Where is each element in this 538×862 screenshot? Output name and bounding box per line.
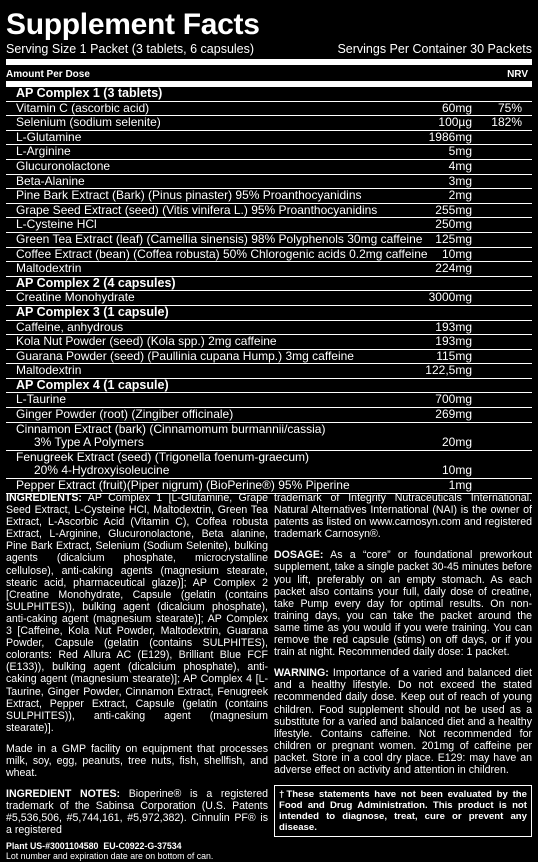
nutrient-name: Pine Bark Extract (Bark) (Pinus pinaster) 95% Proanthocyanidins	[16, 188, 362, 203]
nutrient-row	[6, 160, 532, 175]
nutrient-row	[6, 262, 532, 277]
nutrient-row	[6, 175, 532, 190]
plant-number: Plant US-#3001104580	[6, 840, 99, 851]
nutrient-name: L-Glutamine	[16, 129, 82, 144]
nutrient-name: Cinnamon Extract (bark) (Cinnamomum burmannii/cassia)	[16, 421, 326, 436]
nutrient-nrv: 75%	[497, 100, 522, 115]
section-header	[6, 306, 532, 321]
section-header	[6, 87, 532, 102]
ingredients-text: AP Complex 1 [L-Glutamine, Grape Seed Extract, L-Cysteine HCl, Maltodextrin, Green Tea Extract, L-Ascorbic Acid (Vitamin C), Coffea robusta Extract, L-Arginine, Glucuronolactone, Beta alanine, Pine Bark Extract, Selenium (Sodium Selenite), bulking agents (dicalcium phosphate, microcrystalline cellulose), anti-caking agents (magnesium stearate, stearic acid, pharmaceutical glaze)]; AP Complex 2 [Creatine Monohydrate, Capsule (gelatin (contains SULPHITES)), bulking agent (dicalcium phosphate), anti-caking agent (magnesium stearate)]; AP Complex 3 [Caffeine, Kola Nut Powder, Maltodextrin, Guarana Powder, Capsule (gelatin (contains SULPHITES), colorants: Red Allura AC (E129), Brilliant Blue FCF (E133)), bulking agent (dicalcium phosphate), anti-caking agent (magnesium stearate)]; AP Complex 4 [L-Taurine, Ginger Powder, Cinnamon Extract, Fenugreek Extract, Pepper Extract, Capsule (gelatin (contains SULPHITES)), anti-caking agent (magnesium stearate)].	[6, 492, 268, 734]
ingredients-label: INGREDIENTS:	[6, 492, 82, 504]
nutrient-amount: 2mg	[448, 188, 472, 203]
nutrient-row	[6, 291, 532, 306]
nutrient-name: Selenium (sodium selenite)	[16, 115, 161, 130]
section-title: AP Complex 3 (1 capsule)	[16, 304, 169, 319]
dosage-block	[274, 549, 532, 658]
left-text-column	[6, 492, 268, 862]
nutrient-row	[6, 408, 532, 423]
plant-codes	[6, 841, 268, 852]
nutrient-amount: 255mg	[435, 202, 472, 217]
nutrient-amount: 60mg	[441, 100, 472, 115]
nutrient-row	[6, 350, 532, 365]
nutrient-amount: 1986mg	[428, 129, 472, 144]
nutrient-name: Maltodextrin	[16, 261, 82, 276]
nutrient-name: Vitamin C (ascorbic acid)	[16, 100, 150, 115]
warning-text: Importance of a varied and balanced diet and a healthy lifestyle. Do not exceed the stated recommended daily dose. Keep out of reach of young children. Food supplement should not be used as a substitute for a varied and balanced diet and a healthy lifestyle. Contains caffeine. Not recommended for children or pregnant women. 201mg of caffeine per packet. Store in a cool dry place. E129: may have an adverse effect on activity and attention in children.	[274, 667, 532, 776]
nutrient-name-continuation: 20% 4-Hydroxyisoleucine	[34, 463, 170, 478]
nutrient-amount: 193mg	[435, 334, 472, 349]
right-text-column	[274, 492, 532, 837]
nutrient-name: Caffeine, anhydrous	[16, 319, 124, 334]
nutrient-row	[6, 393, 532, 408]
section-title: AP Complex 2 (4 capsules)	[16, 275, 176, 290]
nutrient-row	[6, 189, 532, 204]
nutrient-row	[6, 248, 532, 263]
trademark-text: trademark of Integrity Nutraceuticals International. Natural Alternatives International (NAI) is the owner of patents as listed on www.carnosyn.com and registered trademark Carnosyn®.	[274, 492, 532, 541]
nutrient-name: Pepper Extract (fruit)(Piper nigrum) (BioPerine®) 95% Piperine	[16, 478, 350, 493]
nutrient-name: Coffee Extract (bean) (Coffea robusta) 50% Chlorogenic acids 0.2mg caffeine	[16, 246, 428, 261]
nutrient-row	[6, 423, 532, 451]
amount-per-dose-header: Amount Per Dose	[6, 69, 90, 80]
nrv-header: NRV	[507, 69, 528, 80]
notes-text: Bioperine® is a registered trademark of the Sabinsa Corporation (U.S. Patents #5,536,506, #5,744,161, #5,972,382). Cinnulin PF® is a registered	[6, 788, 269, 837]
fda-disclaimer: †These statements have not been evaluated by the Food and Drug Administration. This product is not intended to diagnose, treat, cure or prevent any disease.	[274, 785, 532, 837]
nutrient-amount: 3mg	[448, 173, 472, 188]
serving-info	[6, 42, 532, 56]
nutrient-row	[6, 335, 532, 350]
nutrient-name: Glucuronolactone	[16, 158, 111, 173]
nutrient-amount: 193mg	[435, 319, 472, 334]
nutrient-amount: 250mg	[435, 217, 472, 232]
eu-code: EU-C0922-G-37534	[103, 840, 182, 851]
column-header	[6, 69, 532, 81]
nutrient-name: Kola Nut Powder (seed) (Kola spp.) 2mg caffeine	[16, 334, 277, 349]
nutrient-row	[6, 321, 532, 336]
nutrient-amount: 224mg	[435, 261, 472, 276]
nutrient-name: Ginger Powder (root) (Zingiber officinale)	[16, 407, 234, 422]
nutrient-nrv: 182%	[491, 115, 522, 130]
warning-block	[274, 667, 532, 776]
nutrient-name: Maltodextrin	[16, 363, 82, 378]
panel-title: Supplement Facts	[6, 8, 260, 41]
nutrient-row	[6, 116, 532, 131]
nutrient-amount: 125mg	[435, 231, 472, 246]
thick-divider	[6, 59, 532, 65]
dosage-label: DOSAGE:	[274, 549, 324, 562]
nutrient-name: Creatine Monohydrate	[16, 290, 135, 305]
nutrient-name: Green Tea Extract (leaf) (Camellia sinensis) 98% Polyphenols 30mg caffeine	[16, 231, 423, 246]
nutrient-amount: 20mg	[441, 434, 472, 449]
nutrient-name: Guarana Powder (seed) (Paullinia cupana Hump.) 3mg caffeine	[16, 348, 354, 363]
servings-per-container: Servings Per Container 30 Packets	[337, 42, 532, 56]
nutrient-row	[6, 204, 532, 219]
nutrient-row	[6, 233, 532, 248]
nutrient-amount: 5mg	[448, 144, 472, 159]
nutrient-amount: 4mg	[448, 158, 472, 173]
nutrient-row	[6, 218, 532, 233]
gmp-statement: Made in a GMP facility on equipment that processes milk, soy, egg, peanuts, tree nuts, fish, shellfish, and wheat.	[6, 742, 268, 780]
notes-block	[6, 788, 268, 836]
nutrient-row	[6, 102, 532, 117]
nutrient-name: L-Arginine	[16, 144, 71, 159]
nutrient-name: L-Cysteine HCl	[16, 217, 97, 232]
nutrient-amount: 3000mg	[428, 290, 472, 305]
nutrient-row	[6, 451, 532, 479]
nutrient-row	[6, 131, 532, 146]
nutrient-amount: 1mg	[448, 478, 472, 493]
nutrient-name: Beta-Alanine	[16, 173, 85, 188]
nutrient-amount: 10mg	[441, 246, 472, 261]
facts-table	[6, 87, 532, 494]
serving-size: Serving Size 1 Packet (3 tablets, 6 capsules)	[6, 42, 255, 56]
nutrient-name: Grape Seed Extract (seed) (Vitis vinifera L.) 95% Proanthocyanidins	[16, 202, 378, 217]
section-title: AP Complex 1 (3 tablets)	[16, 86, 163, 100]
nutrient-amount: 115mg	[436, 348, 472, 363]
nutrient-amount: 122,5mg	[425, 363, 472, 378]
warning-label: WARNING:	[274, 667, 329, 680]
dosage-text: As a “core” or foundational preworkout supplement, take a single packet 30-45 minutes before you lift, preferably on an empty stomach. As each packet also contains your full, daily dose of creatine, take Pump every day for optimal results. On non-training days, you can take the packet around the same time as you would if you were training. You can remove the red capsule (stims) on off days, or if you train at night. Recommended daily dose: 1 packet.	[274, 549, 533, 659]
notes-label: INGREDIENT NOTES:	[6, 788, 121, 801]
nutrient-row	[6, 145, 532, 160]
ingredients-block	[6, 492, 268, 734]
nutrient-amount: 10mg	[441, 462, 472, 477]
nutrient-name: Fenugreek Extract (seed) (Trigonella foenum-graecum)	[16, 449, 310, 464]
nutrient-amount: 269mg	[435, 407, 472, 422]
section-header	[6, 379, 532, 394]
nutrient-amount: 100µg	[438, 115, 472, 130]
section-header	[6, 277, 532, 292]
nutrient-row	[6, 364, 532, 379]
nutrient-name-continuation: 3% Type A Polymers	[34, 435, 144, 450]
section-title: AP Complex 4 (1 capsule)	[16, 377, 169, 392]
nutrient-name: L-Taurine	[16, 392, 67, 407]
lot-note: Lot number and expiration date are on bottom of can.	[6, 851, 214, 862]
nutrient-amount: 700mg	[435, 392, 472, 407]
